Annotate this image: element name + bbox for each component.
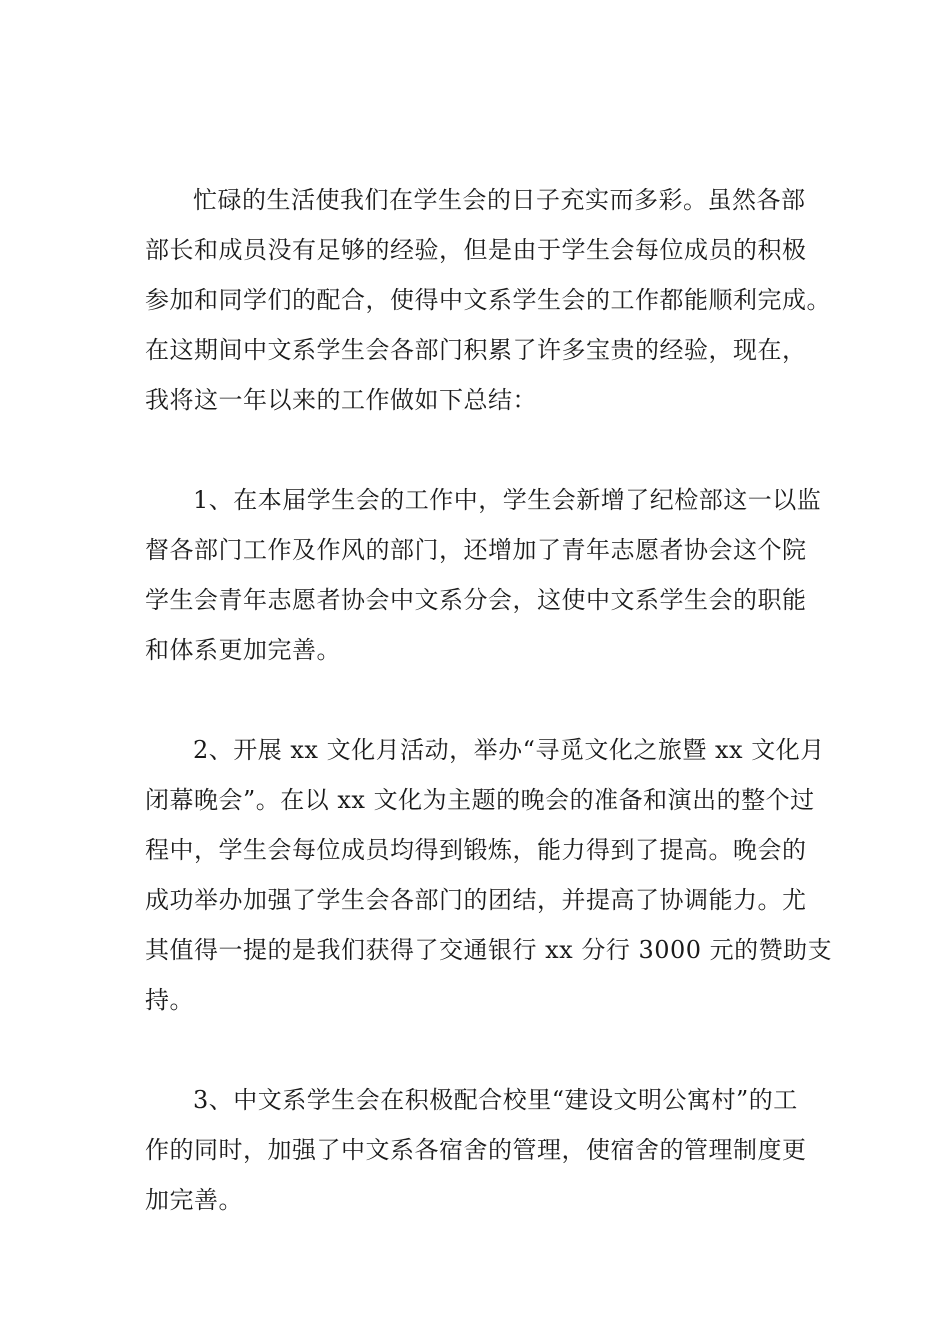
paragraph-2-line-1: 1、在本届学生会的工作中，学生会新增了纪检部这一以监 [193, 486, 822, 514]
paragraph-1-line-4: 在这期间中文系学生会各部门积累了许多宝贵的经验，现在， [145, 336, 807, 364]
paragraph-3-line-4: 成功举办加强了学生会各部门的团结，并提高了协调能力。尤 [145, 886, 807, 914]
paragraph-3-line-1: 2、开展 xx 文化月活动，举办“寻觅文化之旅暨 xx 文化月 [193, 736, 825, 764]
paragraph-2-line-2: 督各部门工作及作风的部门，还增加了青年志愿者协会这个院 [145, 536, 807, 564]
paragraph-3-line-6: 持。 [145, 986, 194, 1014]
paragraph-1-line-2: 部长和成员没有足够的经验，但是由于学生会每位成员的积极 [145, 236, 807, 264]
paragraph-1-line-5: 我将这一年以来的工作做如下总结： [145, 386, 537, 414]
paragraph-4-line-2: 作的同时，加强了中文系各宿舍的管理，使宿舍的管理制度更 [145, 1136, 807, 1164]
paragraph-3-line-5: 其值得一提的是我们获得了交通银行 xx 分行 3000 元的赞助支 [145, 936, 833, 964]
paragraph-2-line-4: 和体系更加完善。 [145, 636, 341, 664]
paragraph-2-line-3: 学生会青年志愿者协会中文系分会，这使中文系学生会的职能 [145, 586, 807, 614]
paragraph-3-line-3: 程中，学生会每位成员均得到锻炼，能力得到了提高。晚会的 [145, 836, 807, 864]
paragraph-4-line-3: 加完善。 [145, 1186, 243, 1214]
paragraph-3-line-2: 闭幕晚会”。在以 xx 文化为主题的晚会的准备和演出的整个过 [145, 786, 815, 814]
paragraph-1-line-3: 参加和同学们的配合，使得中文系学生会的工作都能顺利完成。 [145, 286, 831, 314]
paragraph-1-line-1: 忙碌的生活使我们在学生会的日子充实而多彩。虽然各部 [193, 186, 806, 214]
paragraph-4-line-1: 3、中文系学生会在积极配合校里“建设文明公寓村”的工 [193, 1086, 798, 1114]
